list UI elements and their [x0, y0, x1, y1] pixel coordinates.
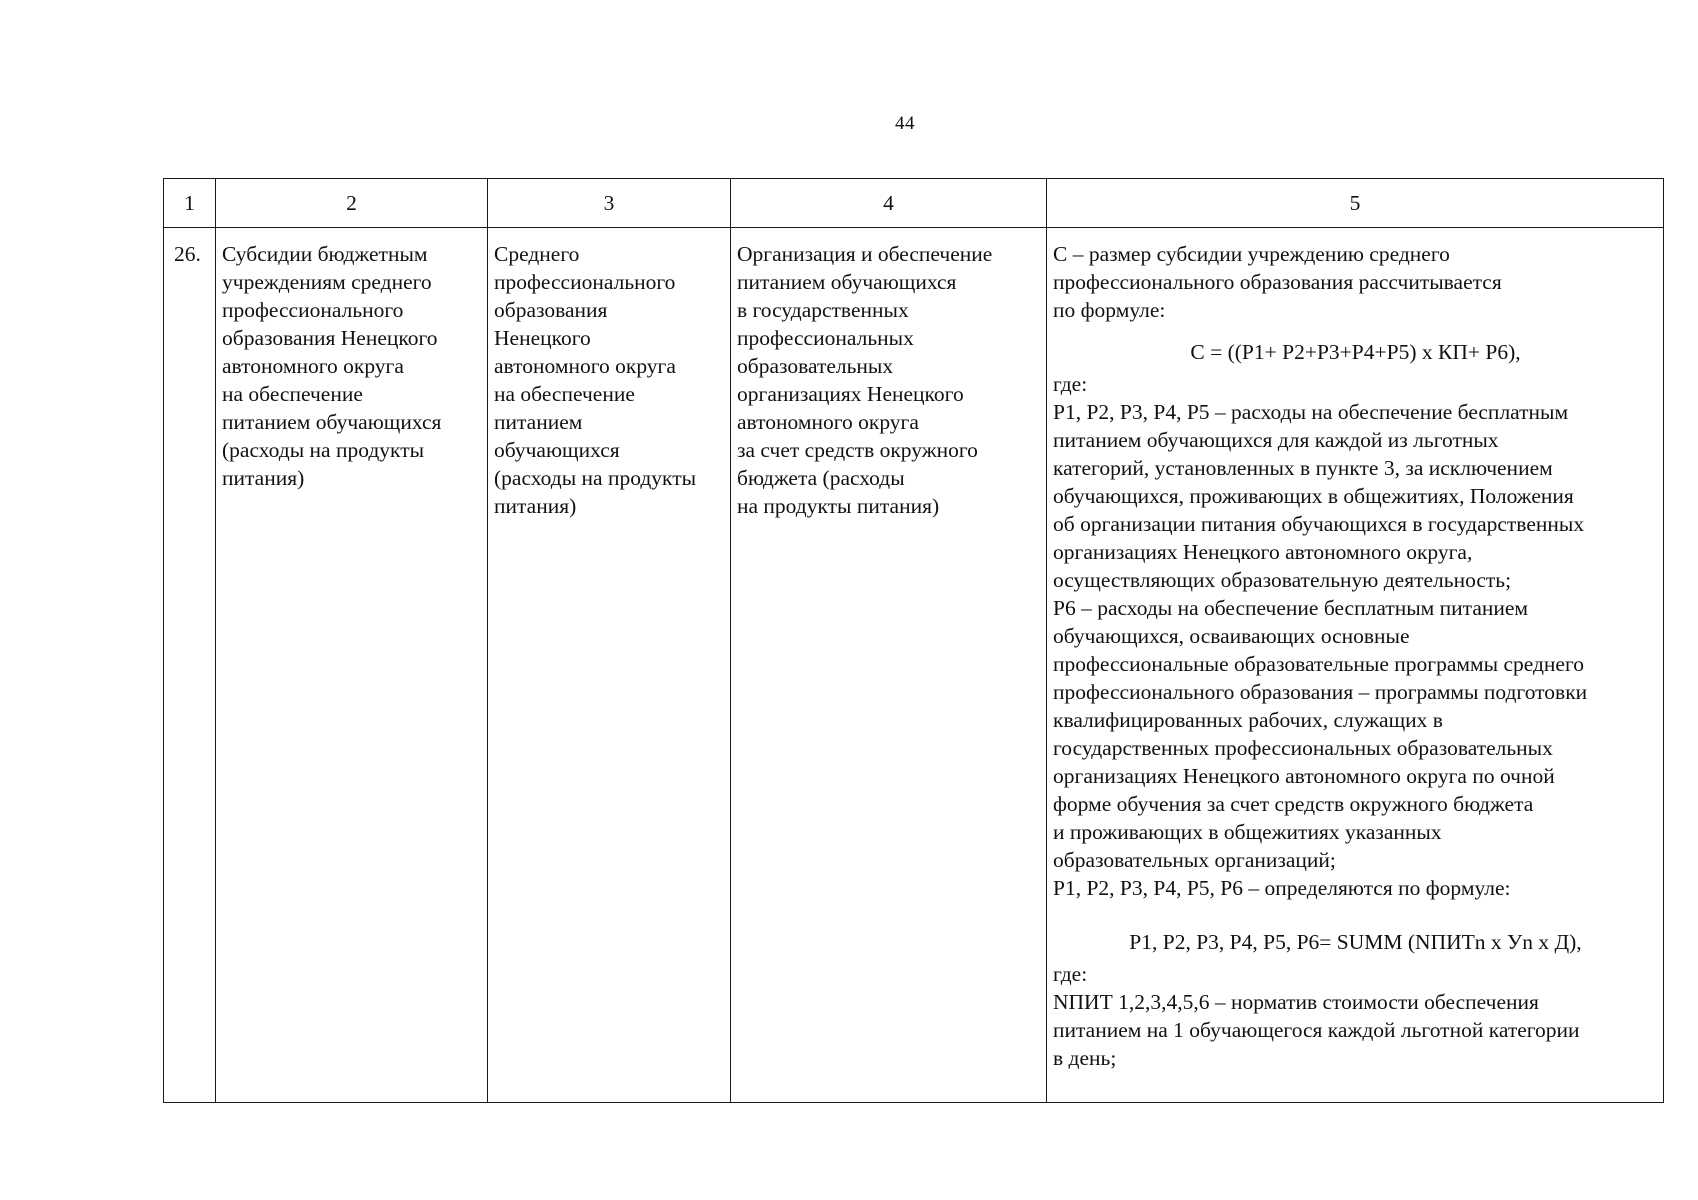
method-definitions: где: Р1, Р2, Р3, Р4, Р5 – расходы на обеспечение бесплатным питанием обучающихся для каждой из льготных категорий, установленных в пункте 3, за исключением обучающихся, проживающих в общежитиях, Положения об организации питания обучающихся в государственных организациях Ненецкого автономного округа, осуществляющих образовательную деятельность; Р6 – расходы на обеспечение бесплатным питанием обучающихся, осваивающих основные профессиональные образовательные программы среднего профессионального образования – программы подготовки квалифицированных рабочих, служащих в государственных профессиональных образовательных организациях Ненецкого автономного округа по очной форме обучения за счет средств окружного бюджета и проживающих в общежитиях указанных образовательных организаций; Р1, Р2, Р3, Р4, Р5, Р6 – определяются по формуле: — [1053, 372, 1588, 900]
calculation-method-cell — [1047, 228, 1664, 1103]
header-col-1: 1 — [164, 179, 216, 228]
header-col-3: 3 — [488, 179, 731, 228]
formula-main: С = ((Р1+ Р2+Р3+Р4+Р5) х КП+ Р6), — [1190, 340, 1521, 364]
row-number: 26. — [164, 228, 216, 1103]
table-header-row — [164, 179, 1664, 228]
table-row — [164, 228, 1664, 1103]
formula-expenses: Р1, Р2, Р3, Р4, Р5, Р6= SUMM (NПИТn х Уn х Д), — [1129, 930, 1582, 954]
page-number: 44 — [895, 113, 915, 134]
header-col-4: 4 — [731, 179, 1047, 228]
recipient-category-cell: Среднего профессионального образования Ненецкого автономного округа на обеспечение питанием обучающихся (расходы на продукты питания) — [488, 228, 731, 1103]
purpose-cell: Организация и обеспечение питанием обучающихся в государственных профессиональных образовательных организациях Ненецкого автономного округа за счет средств окружного бюджета (расходы на продукты питания) — [731, 228, 1047, 1103]
budget-table — [163, 178, 1664, 1103]
method-intro: С – размер субсидии учреждению среднего профессионального образования рассчитывается по формуле: — [1053, 242, 1502, 322]
header-col-2: 2 — [216, 179, 488, 228]
subsidy-name-cell: Субсидии бюджетным учреждениям среднего профессионального образования Ненецкого автономного округа на обеспечение питанием обучающихся (расходы на продукты питания) — [216, 228, 488, 1103]
header-col-5: 5 — [1047, 179, 1664, 228]
method-norm-definition: где: NПИТ 1,2,3,4,5,6 – норматив стоимости обеспечения питанием на 1 обучающегося каждой льготной категории в день; — [1053, 962, 1580, 1070]
